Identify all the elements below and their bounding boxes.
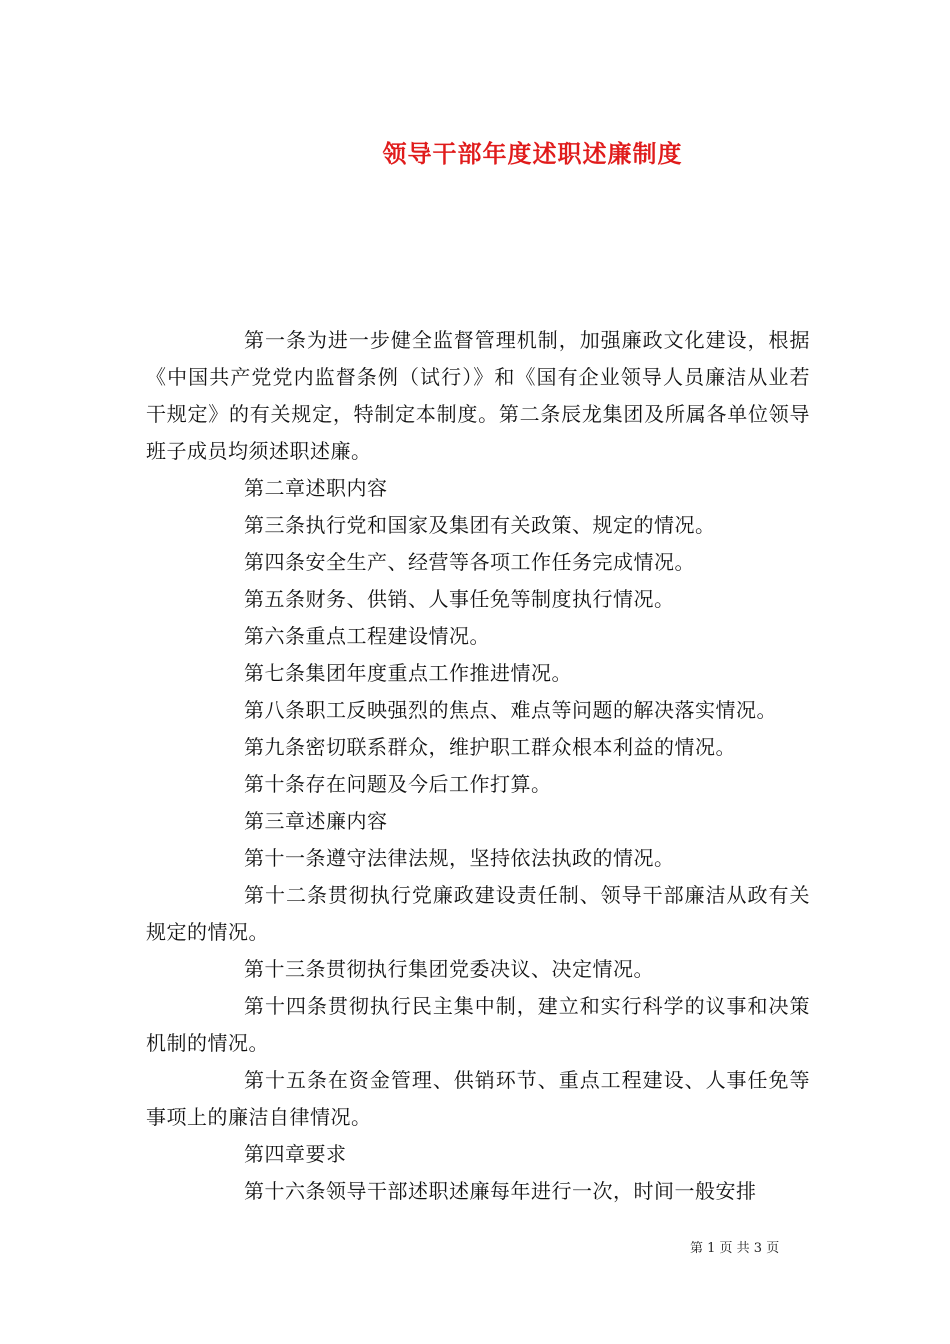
article-line: 第四条安全生产、经营等各项工作任务完成情况。 — [244, 550, 695, 574]
paragraph: 第十五条在资金管理、供销环节、重点工程建设、人事任免等事项上的廉洁自律情况。 — [146, 1068, 810, 1129]
article-line: 第十三条贯彻执行集团党委决议、决定情况。 — [244, 957, 654, 981]
article-line: 第七条集团年度重点工作推进情况。 — [244, 661, 572, 685]
article-line: 第十一条遵守法律法规，坚持依法执政的情况。 — [244, 846, 675, 870]
paragraph: 第十四条贯彻执行民主集中制，建立和实行科学的议事和决策机制的情况。 — [146, 994, 810, 1055]
article-line: 第三条执行党和国家及集团有关政策、规定的情况。 — [244, 513, 716, 537]
paragraph: 第十二条贯彻执行党廉政建设责任制、领导干部廉洁从政有关规定的情况。 — [146, 883, 810, 944]
chapter-heading: 第三章述廉内容 — [244, 809, 388, 833]
article-line: 第十六条领导干部述职述廉每年进行一次，时间一般安排 — [244, 1179, 757, 1203]
chapter-heading: 第二章述职内容 — [244, 476, 388, 500]
article-line: 第九条密切联系群众，维护职工群众根本利益的情况。 — [244, 735, 736, 759]
chapter-heading: 第四章要求 — [244, 1142, 347, 1166]
article-line: 第十条存在问题及今后工作打算。 — [244, 772, 552, 796]
article-line: 第八条职工反映强烈的焦点、难点等问题的解决落实情况。 — [244, 698, 777, 722]
article-line: 第六条重点工程建设情况。 — [244, 624, 490, 648]
document-title: 领导干部年度述职述廉制度 — [382, 139, 683, 168]
page-number-footer: 第 1 页 共 3 页 — [690, 1241, 780, 1256]
document-body — [146, 322, 810, 1210]
article-line: 第五条财务、供销、人事任免等制度执行情况。 — [244, 587, 675, 611]
paragraph: 第一条为进一步健全监督管理机制，加强廉政文化建设，根据《中国共产党党内监督条例（试行）》和《国有企业领导人员廉洁从业若干规定》的有关规定，特制定本制度。第二条辰龙集团及所属各单位领导班子成员均须述职述廉。 — [146, 328, 810, 463]
